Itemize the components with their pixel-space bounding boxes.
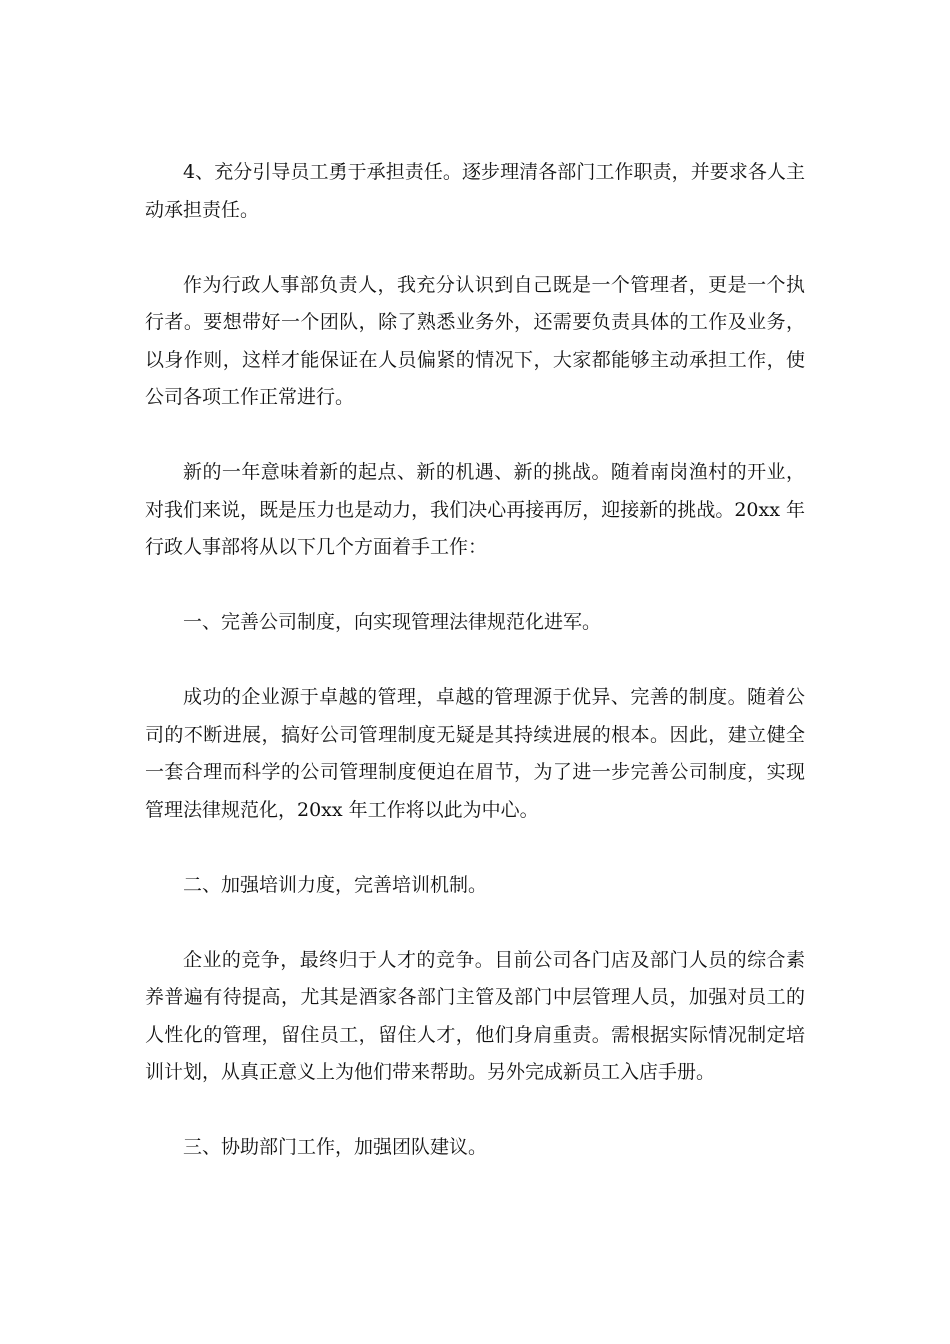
section-heading-1: 一、完善公司制度，向实现管理法律规范化进军。 — [183, 611, 602, 633]
paragraph-talent-competition: 企业的竞争，最终归于人才的竞争。目前公司各门店及部门人员的综合素养普遍有待提高，尤其是酒家各部门主管及部门中层管理人员，加强对员工的人性化的管理，留住员工，留住人才，他们身肩重责。需根据实际情况制定培训计划，从真正意义上为他们带来帮助。另外完成新员工入店手册。 — [145, 948, 805, 1083]
document-body — [145, 154, 805, 1167]
section-heading-2: 二、加强培训力度，完善培训机制。 — [183, 873, 488, 896]
paragraph-management-system: 成功的企业源于卓越的管理，卓越的管理源于优异、完善的制度。随着公司的不断进展，搞好公司管理制度无疑是其持续进展的根本。因此，建立健全一套合理而科学的公司管理制度便迫在眉节，为了进一步完善公司制度，实现管理法律规范化，20xx 年工作将以此为中心。 — [145, 686, 805, 821]
paragraph-responsibility: 4、充分引导员工勇于承担责任。逐步理清各部门工作职责，并要求各人主动承担责任。 — [145, 161, 805, 221]
paragraph-new-year: 新的一年意味着新的起点、新的机遇、新的挑战。随着南岗渔村的开业，对我们来说，既是压力也是动力，我们决心再接再厉，迎接新的挑战。20xx 年行政人事部将从以下几个方面着手工作： — [145, 461, 805, 558]
paragraph-department-head: 作为行政人事部负责人，我充分认识到自己既是一个管理者，更是一个执行者。要想带好一个团队，除了熟悉业务外，还需要负责具体的工作及业务，以身作则，这样才能保证在人员偏紧的情况下，大家都能够主动承担工作，使公司各项工作正常进行。 — [145, 273, 805, 408]
section-heading-3: 三、协助部门工作，加强团队建议。 — [183, 1136, 488, 1158]
